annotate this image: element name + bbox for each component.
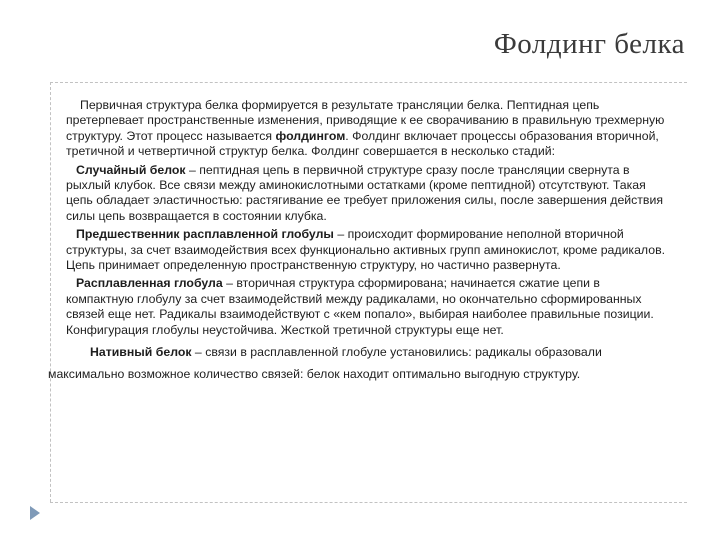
slide-body: [48, 98, 666, 388]
stage-term: Нативный белок: [90, 345, 192, 360]
stage-term: Случайный белок: [76, 162, 186, 177]
stage-molten-globule: [66, 276, 666, 338]
stage-term: Предшественник расплавленной глобулы: [76, 227, 334, 242]
top-divider: [50, 82, 687, 83]
stage-random-coil: [66, 163, 666, 225]
stage-text: – пептидная цепь в первичной структуре сразу после трансляции свернута в рыхлый клубок. Все связи между аминокислотными остатками (кроме пептидной) отсутствуют. Такая цепь обладает эластичностью: растягивание ее требует приложения силы, после завершения действия силы цепь возвращается в состоянии клубка.: [66, 162, 663, 223]
intro-paragraph: Первичная структура белка формируется в результате трансляции белка. Пептидная цепь претерпевает пространственные изменения, приводящие к ее сворачиванию в правильную трехмерную структуру. Этот процесс называется фолдингом. Фолдинг включает процессы образования вторичной, третичной и четвертичной структур белка. Фолдинг совершается в несколько стадий:: [66, 98, 665, 159]
triangle-bullet-icon: [30, 506, 40, 520]
stage-term: Расплавленная глобула: [76, 276, 223, 291]
stage-native-protein: [48, 341, 666, 385]
left-divider: [50, 82, 51, 502]
stage-text: – происходит формирование неполной вторичной структуры, за счет взаимодействия всех функционально активных групп аминокислот, кроме радикалов. Цепь принимает определенную пространственную структуру, но частично развернута.: [66, 227, 666, 273]
stage-pre-molten-globule: [66, 227, 666, 273]
stage-text: – вторичная структура сформирована; начинается сжатие цепи в компактную глобулу за счет взаимодействий между радикалами, но окончательно сформированных связей еще нет. Радикалы взаимодействуют с «кем попало», выбирая наиболее правильные позиции. Конфигурация глобулы неустойчива. Жесткой третичной структуры еще нет.: [66, 276, 654, 337]
stage-text: – связи в расплавленной глобуле установились: радикалы образовали максимально возможное количество связей: белок находит оптимально выгодную структуру.: [48, 345, 602, 382]
slide-title: Фолдинг белка: [493, 28, 685, 60]
bottom-divider: [50, 502, 687, 503]
